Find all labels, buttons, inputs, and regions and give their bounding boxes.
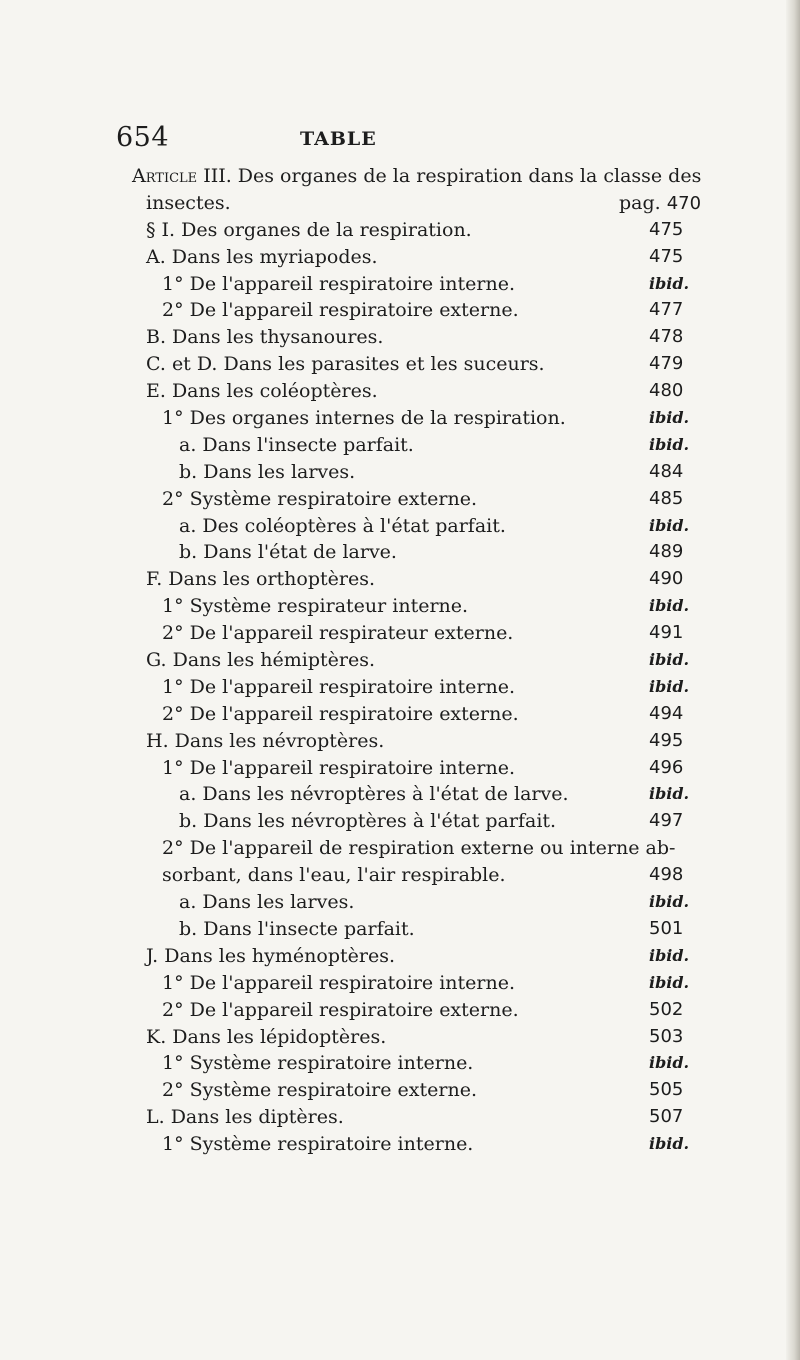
toc-entry [132, 513, 742, 540]
toc-entry-page: 505 [649, 1079, 684, 1101]
toc-entry [132, 190, 742, 217]
toc-entry-text: 1° Système respirateur interne. [162, 595, 469, 618]
toc-entry-text: a. Des coléoptères à l'état parfait. [179, 514, 506, 537]
toc-entry-page: 496 [649, 756, 684, 778]
toc-entry-page: 477 [649, 299, 684, 321]
toc-entry [132, 997, 742, 1024]
toc-entry [132, 781, 742, 808]
toc-entry-page: 491 [649, 622, 684, 644]
toc-entry-text: insectes. [146, 191, 231, 214]
toc-entry-text: 1° De l'appareil respiratoire interne. [162, 756, 515, 779]
toc-entry-page: ibid. [649, 1134, 690, 1154]
toc-entry-text: J. Dans les hyménoptères. [146, 944, 395, 967]
toc-entry-text: 2° Système respiratoire externe. [162, 487, 477, 510]
toc-entry [132, 1024, 742, 1051]
toc-entry-page: 489 [649, 541, 684, 563]
toc-entry [132, 1050, 742, 1077]
toc-entry [132, 566, 742, 593]
toc-entry-page: 485 [649, 487, 684, 509]
toc-entry [132, 593, 742, 620]
toc-entry-page: ibid. [649, 650, 690, 670]
toc-entry-text: 1° Système respiratoire interne. [162, 1133, 474, 1156]
toc-entry-page: pag. 470 [619, 191, 702, 214]
toc-entry-text: 1° De l'appareil respiratoire interne. [162, 971, 515, 994]
toc-entry [132, 889, 742, 916]
toc-entry [132, 943, 742, 970]
toc-entry [132, 647, 742, 674]
toc-entry-text: 1° De l'appareil respiratoire interne. [162, 272, 515, 295]
toc-entry-page: ibid. [649, 515, 690, 535]
toc-entry-text: b. Dans les larves. [179, 460, 356, 483]
toc-entry [132, 539, 742, 566]
toc-entry-text: F. Dans les orthoptères. [146, 568, 375, 591]
table-of-contents [132, 163, 742, 1158]
toc-entry [132, 674, 742, 701]
toc-entry-text: 2° De l'appareil respiratoire externe. [162, 299, 519, 322]
toc-entry-page: 502 [649, 998, 684, 1020]
toc-entry-text: a. Dans les larves. [179, 891, 355, 914]
toc-entry-page: 484 [649, 460, 684, 482]
toc-entry-text: H. Dans les névroptères. [146, 729, 385, 752]
toc-entry-page: ibid. [649, 676, 690, 696]
toc-entry [132, 1104, 742, 1131]
toc-entry-text: 1° Des organes internes de la respiration. [162, 407, 566, 430]
toc-entry-text: b. Dans l'insecte parfait. [179, 917, 415, 940]
toc-entry [132, 271, 742, 298]
toc-entry-text: Article III. Des organes de la respiration dans la classe des [132, 165, 702, 187]
toc-entry-page: ibid. [649, 1053, 690, 1073]
toc-entry [132, 835, 742, 862]
toc-entry-text: 2° De l'appareil respirateur externe. [162, 622, 514, 645]
toc-entry-page: 495 [649, 729, 684, 751]
toc-entry [132, 1077, 742, 1104]
toc-entry-text: E. Dans les coléoptères. [146, 380, 378, 403]
toc-entry-page: 479 [649, 353, 684, 375]
page-number: 654 [116, 122, 170, 153]
toc-entry [132, 163, 742, 190]
toc-entry-text: B. Dans les thysanoures. [146, 326, 384, 349]
toc-entry-text: a. Dans l'insecte parfait. [179, 433, 414, 456]
toc-entry-text: 2° De l'appareil respiratoire externe. [162, 702, 519, 725]
toc-entry-text: L. Dans les diptères. [146, 1106, 344, 1129]
toc-entry [132, 486, 742, 513]
toc-entry [132, 701, 742, 728]
running-head: TABLE [300, 128, 377, 150]
toc-entry-text: G. Dans les hémiptères. [146, 649, 376, 672]
toc-entry-page: 507 [649, 1106, 684, 1128]
toc-entry-page: 501 [649, 917, 684, 939]
toc-entry-text: § I. Des organes de la respiration. [146, 218, 472, 241]
toc-entry-text: 2° Système respiratoire externe. [162, 1079, 477, 1102]
toc-entry-text: 1° De l'appareil respiratoire interne. [162, 675, 515, 698]
toc-entry [132, 970, 742, 997]
toc-entry-text: a. Dans les névroptères à l'état de larve. [179, 783, 569, 806]
toc-entry-page: 475 [649, 218, 684, 240]
toc-entry [132, 432, 742, 459]
toc-entry-text: b. Dans l'état de larve. [179, 541, 397, 564]
toc-entry [132, 217, 742, 244]
toc-entry [132, 378, 742, 405]
toc-entry-page: ibid. [649, 596, 690, 616]
toc-entry-page: 503 [649, 1025, 684, 1047]
toc-entry-page: 478 [649, 326, 684, 348]
toc-entry [132, 728, 742, 755]
toc-entry-page: 475 [649, 245, 684, 267]
toc-entry-page: 480 [649, 380, 684, 402]
page-edge [786, 0, 800, 1360]
toc-entry-page: 498 [649, 864, 684, 886]
toc-entry-page: 497 [649, 810, 684, 832]
toc-entry-page: ibid. [649, 408, 690, 428]
toc-entry-text: 2° De l'appareil respiratoire externe. [162, 998, 519, 1021]
toc-entry [132, 297, 742, 324]
toc-entry [132, 459, 742, 486]
toc-entry-page: ibid. [649, 892, 690, 912]
toc-entry [132, 916, 742, 943]
toc-entry-text: 1° Système respiratoire interne. [162, 1052, 474, 1075]
toc-entry-page: 490 [649, 568, 684, 590]
toc-entry-text: b. Dans les névroptères à l'état parfait. [179, 810, 557, 833]
toc-entry [132, 862, 742, 889]
toc-entry [132, 620, 742, 647]
toc-entry-page: ibid. [649, 434, 690, 454]
toc-entry-page: ibid. [649, 972, 690, 992]
toc-entry-page: ibid. [649, 784, 690, 804]
toc-entry [132, 324, 742, 351]
toc-entry-page: ibid. [649, 945, 690, 965]
toc-entry-page: ibid. [649, 273, 690, 293]
toc-entry-text: A. Dans les myriapodes. [146, 245, 378, 268]
toc-entry-text: K. Dans les lépidoptères. [146, 1025, 387, 1048]
toc-entry [132, 405, 742, 432]
toc-entry-text: sorbant, dans l'eau, l'air respirable. [162, 864, 506, 887]
toc-entry [132, 244, 742, 271]
toc-entry [132, 808, 742, 835]
toc-entry [132, 1131, 742, 1158]
toc-entry [132, 351, 742, 378]
toc-entry-page: 494 [649, 702, 684, 724]
toc-entry-text: C. et D. Dans les parasites et les suceurs. [146, 353, 545, 376]
toc-entry [132, 755, 742, 782]
toc-entry-text: 2° De l'appareil de respiration externe ou interne ab- [162, 837, 676, 860]
